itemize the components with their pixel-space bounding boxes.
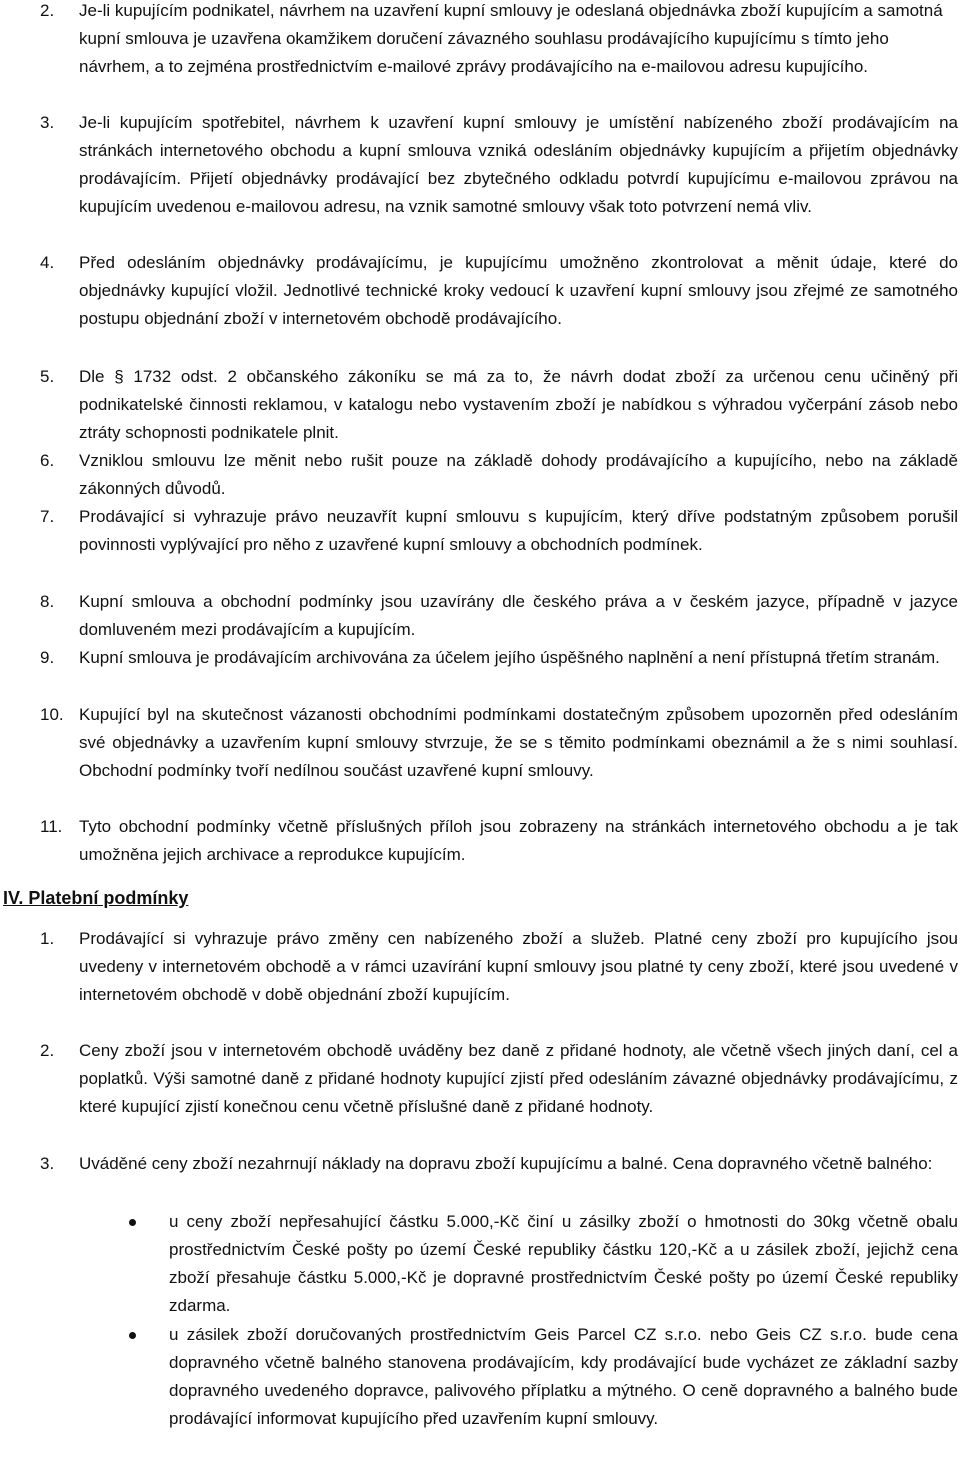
list-item [0,1150,958,1178]
item-text: Uváděné ceny zboží nezahrnují náklady na dopravu zboží kupujícímu a balné. Cena dopravného včetně balného: [79,1154,933,1173]
list-item [0,644,958,672]
bullet-text: u zásilek zboží doručovaných prostřednictvím Geis Parcel CZ s.r.o. nebo Geis CZ s.r.o. bude cena dopravného včetně balného stanovena prodávajícím, kdy prodávající bude vycházet ze základní sazby dopravného uvedeného dopravce, palivového příplatku a mýtného. O ceně dopravného a balného bude prodávající informovat kupujícího před uzavřením kupní smlouvy. [169,1325,958,1428]
item-text: Vzniklou smlouvu lze měnit nebo rušit pouze na základě dohody prodávajícího a kupujícího, nebo na základě zákonných důvodů. [79,451,958,498]
item-text: Je-li kupujícím podnikatel, návrhem na uzavření kupní smlouvy je odeslaná objednávka zboží kupujícím a samotná kupní smlouva je uzavřena okamžikem doručení závazného souhlasu prodávajícího kupujícímu s tímto jeho návrhem, a to zejména prostřednictvím e-mailové zprávy prodávajícího na e-mailovou adresu kupujícího. [79,1,943,76]
list-item [0,503,958,559]
list-item [0,701,958,785]
list-item [0,925,958,1009]
item-text: Dle § 1732 odst. 2 občanského zákoníku se má za to, že návrh dodat zboží za určenou cenu učiněný při podnikatelské činnosti reklamou, v katalogu nebo vystavením zboží je nabídkou s výhradou vyčerpání zásob nebo ztráty schopnosti podnikatele plnit. [79,367,958,442]
item-number: 10. [40,705,64,724]
item-number: 3. [40,113,55,132]
item-text: Prodávající si vyhrazuje právo změny cen nabízeného zboží a služeb. Platné ceny zboží pro kupujícího jsou uvedeny v internetovém obchodě a v rámci uzavírání kupní smlouvy jsou platné ty ceny zboží, které jsou uvedené v internetovém obchodě v době objednání zboží kupujícím. [79,929,958,1004]
item-text: Ceny zboží jsou v internetovém obchodě uváděny bez daně z přidané hodnoty, ale včetně všech jiných daní, cel a poplatků. Výši samotné daně z přidané hodnoty kupující zjistí před odesláním závazné objednávky prodávajícímu, z které kupující zjistí konečnou cenu včetně příslušné daně z přidané hodnoty. [79,1041,958,1116]
bullet-item [0,1321,958,1433]
item-text: Kupní smlouva je prodávajícím archivována za účelem jejího úspěšného naplnění a není přístupná třetím stranám. [79,648,940,667]
bullet-icon [129,1219,136,1226]
item-number: 11. [40,817,63,836]
item-number: 9. [40,648,55,667]
item-text: Prodávající si vyhrazuje právo neuzavřít kupní smlouvu s kupujícím, který dříve podstatným způsobem porušil povinnosti vyplývající pro něho z uzavřené kupní smlouvy a obchodních podmínek. [79,507,958,554]
bullet-text: u ceny zboží nepřesahující částku 5.000,-Kč činí u zásilky zboží o hmotnosti do 30kg včetně obalu prostřednictvím České pošty po území České republiky částku 120,-Kč a u zásilek zboží, jejichž cena zboží přesahuje částku 5.000,-Kč je dopravné prostřednictvím České pošty po území České republiky zdarma. [169,1212,958,1315]
item-number: 3. [40,1154,55,1173]
item-text: Je-li kupujícím spotřebitel, návrhem k uzavření kupní smlouvy je umístění nabízeného zboží prodávajícím na stránkách internetového obchodu a kupní smlouva vzniká odesláním objednávky kupujícím a přijetím objednávky prodávajícím. Přijetí objednávky prodávající bez zbytečného odkladu potvrdí kupujícímu e-mailovou zprávou na kupujícím uvedenou e-mailovou adresu, na vznik samotné smlouvy však toto potvrzení nemá vliv. [79,113,958,216]
item-number: 2. [40,1041,55,1060]
item-number: 4. [40,253,55,272]
section-heading: IV. Platební podmínky [3,888,189,908]
list-item [0,0,958,81]
item-text: Kupující byl na skutečnost vázanosti obchodními podmínkami dostatečným způsobem upozorněn před odesláním své objednávky a uzavřením kupní smlouvy stvrzuje, že se s těmito podmínkami obeznámil a že s nimi souhlasí. Obchodní podmínky tvoří nedílnou součást uzavřené kupní smlouvy. [79,705,958,780]
list-item [0,813,958,869]
item-number: 5. [40,367,55,386]
item-text: Kupní smlouva a obchodní podmínky jsou uzavírány dle českého práva a v českém jazyce, případně v jazyce domluveném mezi prodávajícím a kupujícím. [79,592,958,639]
list-item [0,588,958,644]
bullet-icon [129,1332,136,1339]
item-text: Tyto obchodní podmínky včetně příslušných příloh jsou zobrazeny na stránkách internetového obchodu a je tak umožněna jejich archivace a reprodukce kupujícím. [79,817,958,864]
item-number: 1. [40,929,55,948]
item-number: 7. [40,507,55,526]
item-text: Před odesláním objednávky prodávajícímu, je kupujícímu umožněno zkontrolovat a měnit údaje, které do objednávky kupující vložil. Jednotlivé technické kroky vedoucí k uzavření kupní smlouvy jsou zřejmé ze samotného postupu objednání zboží v internetovém obchodě prodávajícího. [79,253,958,328]
item-number: 8. [40,592,55,611]
list-item [0,109,958,221]
item-number: 2. [40,1,55,20]
item-number: 6. [40,451,55,470]
bullet-item [0,1208,958,1320]
list-item [0,249,958,333]
list-item [0,447,958,503]
list-item [0,1037,958,1121]
list-item [0,363,958,447]
